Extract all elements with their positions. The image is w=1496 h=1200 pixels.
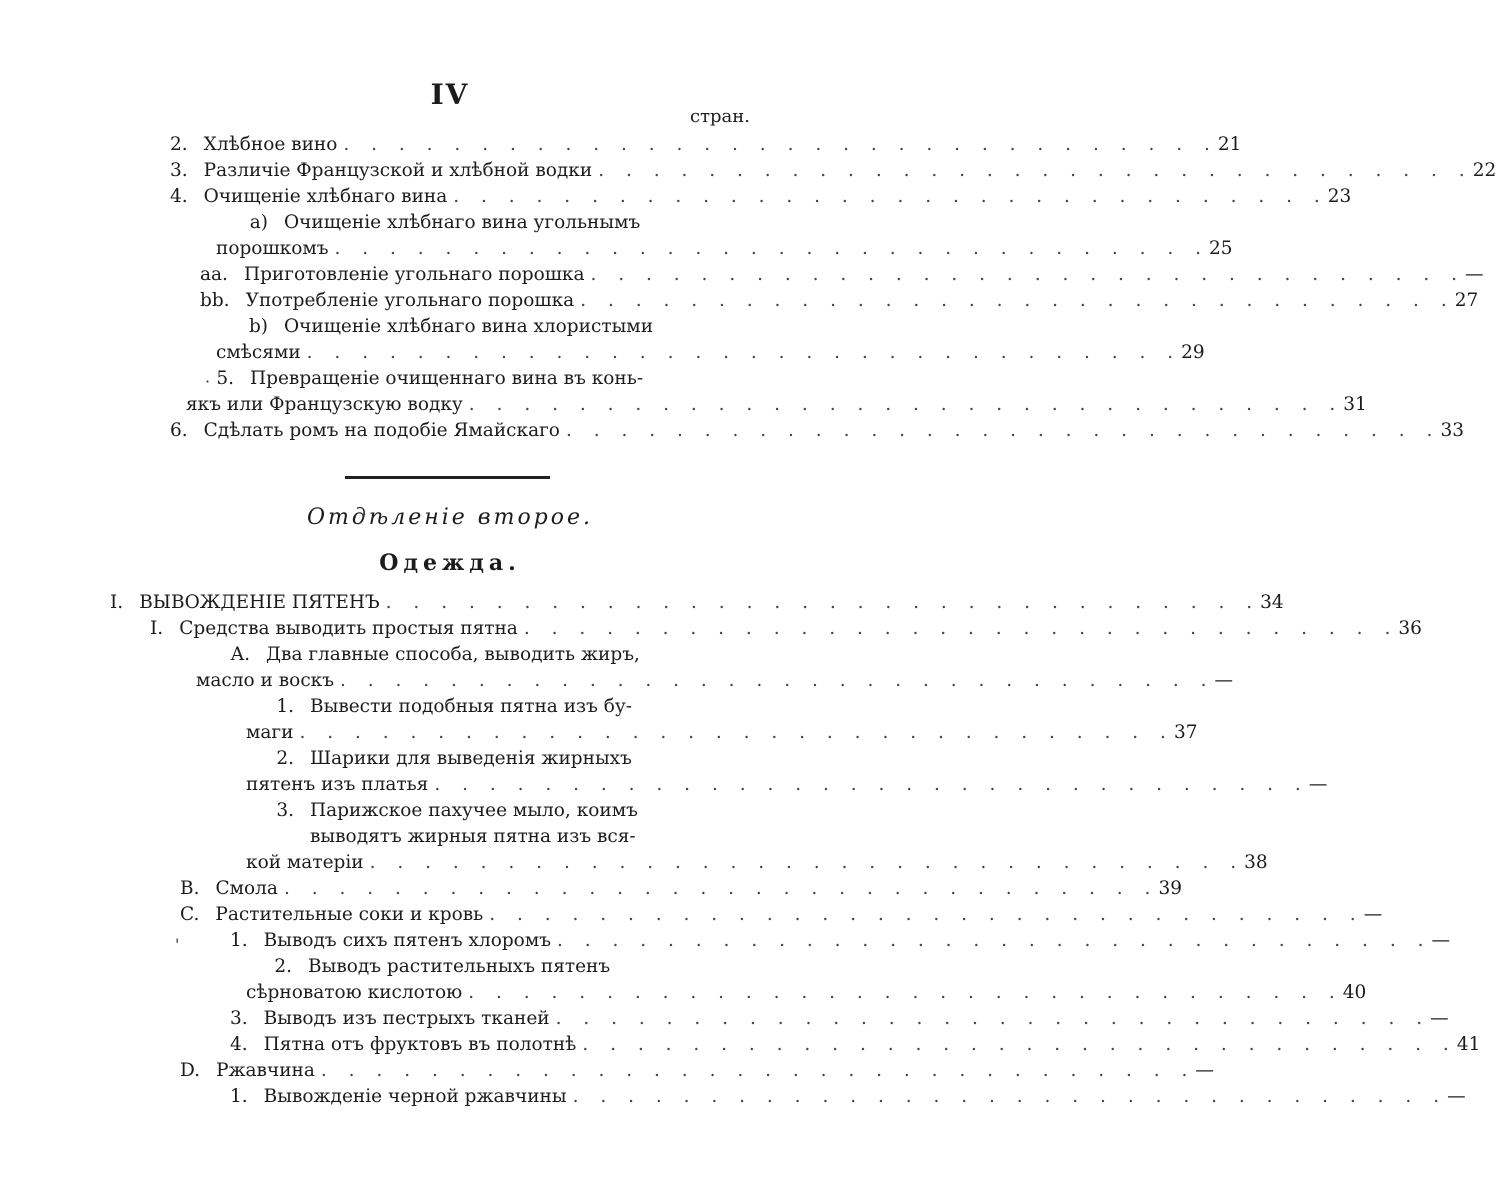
toc-entry [180,642,725,668]
dot-leader: . . . . . . . . . . . . . . . . . . . . . . . . . . . . . . . . [582,1034,1457,1055]
toc-entry-text: Парижское пахучее мыло, коимъ [310,800,638,821]
toc-entry-number: 1. [276,696,294,717]
toc-entry-text: Сдѣлать ромъ на подобіе Ямайскаго [203,420,560,441]
toc-entry-page: 34 [1260,592,1284,613]
toc-entry-text: Приготовленіе угольнаго порошка [243,264,585,285]
dot-leader: . . . . . . . . . . . . . . . . . . . . . . . . . . . . . . . . [334,238,1209,259]
section-subtitle: Одежда. [379,550,521,576]
toc-entry-page: — [1430,1008,1449,1029]
toc-entry-text: Выводъ растительныхъ пятенъ [308,956,611,977]
toc-entry [230,1006,1449,1032]
toc-entry-number: C. [180,904,200,925]
page-number: IV [430,78,470,111]
toc-entry-number: 2. [274,956,292,977]
toc-entry-page: 27 [1454,290,1479,311]
toc-entry [230,746,725,772]
toc-entry-page: 39 [1158,878,1182,899]
dot-leader: . . . . . . . . . . . . . . . . . . . . . . . . . . . . . . . . [580,290,1455,311]
toc-entry-page: 29 [1181,342,1205,363]
toc-entry [230,694,725,720]
toc-entry [150,616,1422,642]
toc-entry-text: Хлѣбное вино [203,134,338,155]
toc-entry-number: b) [248,316,268,337]
toc-entry-number: bb. [200,290,230,311]
dot-leader: . . . . . . . . . . . . . . . . . . . . . . . . . . . . . . . . [434,774,1309,795]
toc-entry-number: 2. [170,134,188,155]
toc-entry-text: Вывожденіе черной ржавчины [263,1086,567,1107]
toc-entry [110,590,1284,616]
toc-entry-text: Различіе Французской и хлѣбной водки [203,160,593,181]
dot-leader: . . . . . . . . . . . . . . . . . . . . . . . . . . . . . . . . [453,186,1328,207]
dot-leader: . . . . . . . . . . . . . . . . . . . . . . . . . . . . . . . . [283,878,1159,899]
toc-entry [200,340,1205,366]
toc-entry-page: — [1308,774,1328,795]
toc-entry [200,314,725,340]
toc-entry-text: масло и воскъ [196,670,335,691]
dot-leader: . . . . . . . . . . . . . . . . . . . . . . . . . . . . . . . . [340,670,1215,691]
toc-entry-number: a) [249,212,268,233]
dot-leader: . . . . . . . . . . . . . . . . . . . . . . . . . . . . . . . . [385,592,1261,613]
toc-entry [170,158,1496,184]
toc-entry-number: B. [180,878,200,899]
toc-entry [200,262,1484,288]
toc-entry-page: 23 [1327,186,1352,207]
toc-entry [230,980,1367,1006]
ink-speck: ' [175,935,180,954]
toc-entry-number: 4. [230,1034,248,1055]
toc-entry-text: Средства выводить простыя пятна [179,618,518,639]
toc-entry-number: I. [110,592,124,613]
toc-entry-text: сѣрноватою кислотою [246,982,463,1003]
toc-entry-page: — [1431,930,1450,951]
toc-entry [200,236,1233,262]
toc-entry [230,824,725,850]
toc-entry [180,876,1182,902]
toc-entry-text: Выводъ сихъ пятенъ хлоромъ [263,930,551,951]
toc-entry-page: 41 [1456,1034,1481,1055]
toc-entry [170,366,725,392]
toc-entry [230,1084,1466,1110]
toc-entry [200,210,725,236]
dot-leader: . . . . . . . . . . . . . . . . . . . . . . . . . . . . . . . . [556,930,1432,951]
dot-leader: . . . . . . . . . . . . . . . . . . . . . . . . . . . . . . . . [590,264,1465,285]
toc-entry-number: 3. [276,800,294,821]
toc-entry [170,184,1352,210]
toc-entry [180,1058,1214,1084]
dot-leader: . . . . . . . . . . . . . . . . . . . . . . . . . . . . . . . . [468,394,1344,415]
toc-entry-text: выводятъ жирныя пятна изъ вся- [310,826,636,847]
toc-entry-text: Растительные соки и кровь [215,904,484,925]
dot-leader: . . . . . . . . . . . . . . . . . . . . . . . . . . . . . . . . [489,904,1364,925]
toc-entry [180,668,1233,694]
toc-entry-text: маги [246,722,294,743]
toc-entry-number: 6. [170,420,188,441]
dot-leader: . . . . . . . . . . . . . . . . . . . . . . . . . . . . . . . . [299,722,1174,743]
dot-leader: . . . . . . . . . . . . . . . . . . . . . . . . . . . . . . . . [572,1086,1448,1107]
toc-entry-number: 5. [216,368,234,389]
dot-leader: . . . . . . . . . . . . . . . . . . . . . . . . . . . . . . . . [468,982,1343,1003]
toc-entry-text: пятенъ изъ платья [246,774,429,795]
toc-entry [180,902,1383,928]
toc-entry [170,392,1367,418]
toc-entry-number: 3. [170,160,188,181]
toc-entry [230,720,1198,746]
toc-entry-number: A. [230,644,250,665]
toc-entry-page: — [1447,1086,1466,1107]
toc-entry-text: Два главные способа, выводить жиръ, [266,644,640,665]
toc-entry-text: смѣсями [216,342,301,363]
toc-entry [200,288,1479,314]
toc-entry-number: aa. [200,264,228,285]
toc-entry-page: — [1195,1060,1214,1081]
toc-entry-page: 31 [1343,394,1367,415]
toc-entry-text: Пятна отъ фруктовъ въ полотнѣ [263,1034,577,1055]
dot-leader: . . . . . . . . . . . . . . . . . . . . . . . . . . . . . . . . [523,618,1399,639]
dot-leader: . . . . . . . . . . . . . . . . . . . . . . . . . . . . . . . . [369,852,1245,873]
toc-entry-page: 38 [1244,852,1268,873]
toc-entry-text: Вывести подобныя пятна изъ бу- [310,696,633,717]
toc-entry-number: 1. [230,930,248,951]
toc-entry-page: — [1363,904,1383,925]
toc-entry-page: 25 [1209,238,1233,259]
toc-entry [230,1032,1481,1058]
toc-entry-number: I. [150,618,164,639]
toc-entry-text: якъ или Французскую водку [186,394,463,415]
dot-leader: . . . . . . . . . . . . . . . . . . . . . . . . . . . . . . . . [320,1060,1196,1081]
dot-leader: . . . . . . . . . . . . . . . . . . . . . . . . . . . . . . . . [565,420,1441,441]
section-divider [345,476,550,479]
toc-entry-text: Очищеніе хлѣбнаго вина угольнымъ [284,212,641,233]
toc-entry-number: 2. [276,748,294,769]
toc-entry [230,954,725,980]
dot-leader: . . . . . . . . . . . . . . . . . . . . . . . . . . . . . . . . [598,160,1473,181]
toc-entry-number: 4. [170,186,188,207]
toc-entry-page: 40 [1342,982,1367,1003]
toc-entry-page: 36 [1398,618,1422,639]
toc-entry-text: Очищеніе хлѣбнаго вина [203,186,448,207]
toc-entry-number: 3. [230,1008,248,1029]
toc-entry-text: кой матеріи [246,852,364,873]
toc-entry [170,132,1242,158]
ink-speck: · [205,372,211,391]
toc-entry-text: Смола [215,878,278,899]
dot-leader: . . . . . . . . . . . . . . . . . . . . . . . . . . . . . . . . [306,342,1182,363]
toc-entry-text: ВЫВОЖДЕНІЕ ПЯТЕНЪ [139,592,380,613]
toc-entry-text: Употребленіе угольнаго порошка [245,290,575,311]
toc-entry [230,772,1328,798]
toc-entry-page: — [1214,670,1233,691]
page-column-header: стран. [689,106,750,127]
toc-entry-text: Превращеніе очищеннаго вина въ конь- [250,368,644,389]
dot-leader: . . . . . . . . . . . . . . . . . . . . . . . . . . . . . . . . [343,134,1218,155]
toc-entry [230,798,725,824]
section-title: Отдѣленіе второе. [306,505,594,530]
toc-entry-text: Выводъ изъ пестрыхъ тканей [263,1008,550,1029]
toc-entry-text: порошкомъ [216,238,329,259]
dot-leader: . . . . . . . . . . . . . . . . . . . . . . . . . . . . . . . . [555,1008,1431,1029]
toc-entry [230,850,1268,876]
toc-entry-page: — [1465,264,1484,285]
toc-entry-number: 1. [230,1086,248,1107]
toc-entry [230,928,1450,954]
toc-entry-number: D. [180,1060,201,1081]
toc-entry-page: 33 [1440,420,1464,441]
toc-entry-page: 22 [1472,160,1496,181]
toc-entry-text: Шарики для выведенія жирныхъ [310,748,632,769]
toc-entry [170,418,1464,444]
toc-entry-text: Очищеніе хлѣбнаго вина хлористыми [284,316,654,337]
toc-entry-page: 37 [1173,722,1198,743]
toc-entry-page: 21 [1217,134,1242,155]
toc-entry-text: Ржавчина [216,1060,315,1081]
